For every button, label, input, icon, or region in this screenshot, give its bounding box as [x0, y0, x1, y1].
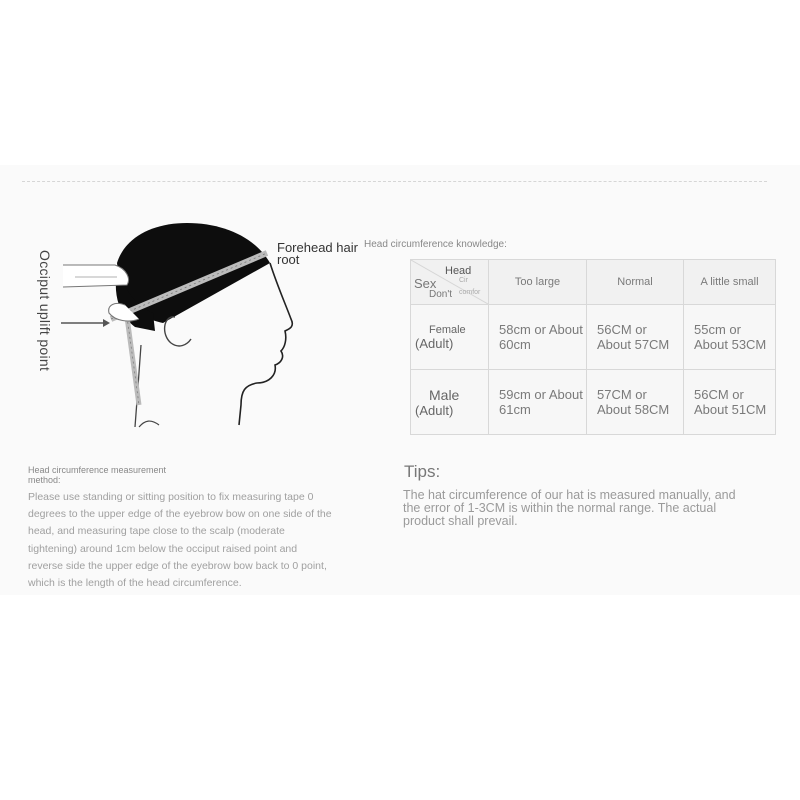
table-row — [411, 305, 776, 370]
row-group: (Adult) — [415, 402, 454, 418]
size-table — [410, 259, 776, 435]
tips-body: The hat circumference of our hat is measured manually, and the error of 1-3CM is within the normal range. The actual product shall prevail. — [403, 488, 736, 528]
forehead-label: Forehead hair root — [277, 240, 358, 267]
row-group: (Adult) — [415, 335, 454, 351]
occiput-label: Occiput uplift point — [37, 250, 53, 372]
corner-head: Head — [445, 265, 472, 277]
head-measurement-illustration — [55, 215, 305, 435]
column-header: Too large — [489, 260, 587, 305]
row-header — [411, 370, 489, 435]
table-header-row — [411, 260, 776, 305]
table-cell: 57CM or About 58CM — [587, 370, 684, 435]
column-header: Normal — [587, 260, 684, 305]
column-header: A little small — [684, 260, 776, 305]
row-sex: Female — [429, 323, 466, 336]
corner-dont-sub: comfor — [459, 289, 481, 296]
corner-head-sub: Cir — [459, 277, 468, 284]
corner-dont: Don't — [429, 289, 453, 300]
table-row — [411, 370, 776, 435]
table-cell: 58cm or About 60cm — [489, 305, 587, 370]
table-cell: 56CM or About 57CM — [587, 305, 684, 370]
corner-sex: Sex — [414, 276, 437, 291]
method-body: Please use standing or sitting position to fix measuring tape 0 degrees to the upper edge of the eyebrow bow on one side of the head, and measuring tape close to the scalp (moderate tightening) around 1cm below the occiput raised point and reverse side the upper edge of the eyebrow bow back to 0 point, which is the length of the head circumference. — [28, 491, 332, 590]
row-sex: Male — [429, 386, 460, 403]
table-cell: 56CM or About 51CM — [684, 370, 776, 435]
table-cell: 55cm or About 53CM — [684, 305, 776, 370]
dashed-divider — [22, 181, 767, 182]
table-cell: 59cm or About 61cm — [489, 370, 587, 435]
corner-cell — [411, 260, 489, 305]
knowledge-title: Head circumference knowledge: — [364, 239, 507, 250]
tips-title: Tips: — [404, 462, 441, 481]
method-title: Head circumference measurement method: — [28, 465, 167, 485]
row-header — [411, 305, 489, 370]
